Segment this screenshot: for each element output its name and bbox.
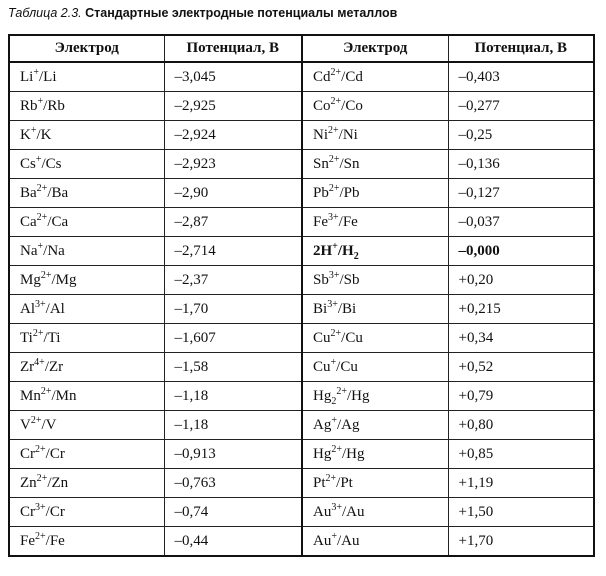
electrode-cell: $Pb^{2+}/Pb$ [302, 179, 448, 208]
metal-symbol: Zr [48, 358, 64, 375]
metal-symbol: Pt [340, 474, 353, 491]
electrode-cell: $Zn^{2+}/Zn$ [9, 469, 164, 498]
electrode-cell: Cs+/Cs [9, 150, 164, 179]
electrode-cell: Na+/Na [9, 237, 164, 266]
table-row [9, 440, 594, 469]
ion-charge: 2+ [35, 443, 46, 455]
electrode-cell: $Au^{3+}/Au$ [302, 498, 448, 527]
potential-cell: –2,90 [164, 179, 302, 208]
metal-symbol: Cr [49, 503, 65, 520]
electrode-cell: $Hg_2^{2+}/Hg$ [302, 382, 448, 411]
potential-cell: +1,50 [448, 498, 594, 527]
ion-charge: 3+ [327, 298, 338, 310]
electrode-cell: $Sn^{2+}/Sn$ [302, 150, 448, 179]
ion-symbol: Cu [313, 329, 331, 346]
ion-symbol: Fe [20, 532, 35, 549]
metal-symbol: V [45, 416, 57, 433]
electrode-cell: $Ba^{2+}/Ba$ [9, 179, 164, 208]
caption-label: Таблица 2.3. [8, 6, 82, 20]
metal-symbol: Cs [45, 155, 62, 172]
metal-symbol: Hg [346, 445, 365, 462]
ion-charge: + [30, 124, 37, 136]
ion-charge: + [35, 153, 42, 165]
ion-symbol: Zr [20, 358, 35, 375]
ion-symbol: Ba [20, 184, 37, 201]
metal-symbol: Zn [51, 474, 69, 491]
ion-symbol: V [20, 416, 31, 433]
ion-symbol: Ti [20, 329, 33, 346]
ion-charge: 2+ [36, 472, 48, 484]
table-row [9, 295, 594, 324]
potential-cell: –1,70 [164, 295, 302, 324]
potential-cell: +1,70 [448, 527, 594, 557]
ion-charge: + [37, 240, 44, 252]
ion-charge: 4+ [34, 356, 45, 368]
ion-symbol: Cr [20, 503, 35, 520]
header-electrode-right: Электрод [302, 35, 448, 62]
table-row [9, 353, 594, 382]
metal-symbol: Bi [342, 300, 357, 317]
electrode-cell: $Cu^{2+}/Cu$ [302, 324, 448, 353]
electrode-cell: $Al^{3+}/Al$ [9, 295, 164, 324]
ion-charge: 2+ [328, 182, 340, 194]
header-row [9, 35, 594, 62]
electrode-cell: $Fe^{2+}/Fe$ [9, 527, 164, 557]
ion-charge: 3+ [35, 501, 46, 513]
ion-charge: 2+ [30, 414, 42, 426]
potential-cell: +0,215 [448, 295, 594, 324]
potential-cell: –1,18 [164, 411, 302, 440]
potential-cell: –0,913 [164, 440, 302, 469]
ion-symbol: Na [20, 242, 38, 259]
ion-symbol: Hg [313, 445, 332, 462]
metal-symbol: Cu [340, 358, 358, 375]
metal-symbol: Fe [342, 213, 358, 230]
ion-symbol: Hg [313, 387, 332, 404]
table-row [9, 62, 594, 92]
ion-symbol: Mn [20, 387, 41, 404]
potential-cell: –0,763 [164, 469, 302, 498]
metal-symbol: Cd [345, 68, 363, 85]
metal-symbol: H [342, 242, 354, 259]
metal-symbol: Cr [49, 445, 65, 462]
metal-symbol: Co [345, 97, 363, 114]
ion-charge: 2+ [328, 124, 339, 136]
potential-cell: –2,714 [164, 237, 302, 266]
electrode-cell: Au+/Au [302, 527, 448, 557]
potentials-table [8, 34, 595, 557]
metal-symbol: Al [49, 300, 65, 317]
ion-charge: + [37, 95, 44, 107]
potential-cell: –0,000 [448, 237, 594, 266]
potential-cell: +0,52 [448, 353, 594, 382]
metal-symbol: Ag [341, 416, 360, 433]
ion-charge: 2+ [331, 443, 342, 455]
electrode-cell: Rb+/Rb [9, 92, 164, 121]
ion-charge: 2+ [40, 385, 52, 397]
ion-charge: 2+ [35, 530, 46, 542]
electrode-cell: $Cr^{2+}/Cr$ [9, 440, 164, 469]
electrode-cell: Li+/Li [9, 62, 164, 92]
ion-symbol: Co [313, 97, 331, 114]
ion-symbol: Cd [313, 68, 331, 85]
potential-cell: –2,37 [164, 266, 302, 295]
metal-symbol: K [40, 126, 52, 143]
metal-symbol: Ca [51, 213, 69, 230]
table-row [9, 527, 594, 557]
electrode-cell: $Pt^{2+}/Pt$ [302, 469, 448, 498]
metal-symbol: Mg [55, 271, 77, 288]
ion-charge: + [332, 240, 338, 252]
header-potential-right: Потенциал, В [448, 35, 594, 62]
potential-cell: –2,924 [164, 121, 302, 150]
ion-charge: 2+ [328, 153, 340, 165]
metal-symbol: Cu [345, 329, 363, 346]
ion-charge: 3+ [328, 269, 340, 281]
potential-cell: –2,87 [164, 208, 302, 237]
ion-charge: 2+ [330, 327, 342, 339]
electrode-cell: $V^{2+}/V$ [9, 411, 164, 440]
table-row [9, 179, 594, 208]
metal-symbol: Ti [47, 329, 61, 346]
metal-symbol: Hg [351, 387, 370, 404]
potential-cell: –0,74 [164, 498, 302, 527]
potential-cell: –0,037 [448, 208, 594, 237]
electrode-cell: $Ti^{2+}/Ti$ [9, 324, 164, 353]
potential-cell: –3,045 [164, 62, 302, 92]
ion-symbol: Ca [20, 213, 37, 230]
metal-symbol: Li [43, 68, 57, 85]
electrode-cell: $Ca^{2+}/Ca$ [9, 208, 164, 237]
electrode-cell: $Sb^{3+}/Sb$ [302, 266, 448, 295]
electrode-cell: $Mg^{2+}/Mg$ [9, 266, 164, 295]
ion-symbol: Ni [313, 126, 328, 143]
header-potential-left: Потенциал, В [164, 35, 302, 62]
ion-symbol: Al [20, 300, 35, 317]
ion-charge: 3+ [328, 211, 339, 223]
ion-symbol: Au [313, 532, 332, 549]
electrode-cell: K+/K [9, 121, 164, 150]
metal-symbol: Sb [343, 271, 360, 288]
metal-symbol: Ni [342, 126, 358, 143]
potential-cell: +0,80 [448, 411, 594, 440]
metal-symbol: Pb [343, 184, 360, 201]
potential-cell: +0,34 [448, 324, 594, 353]
ion-charge: 3+ [331, 501, 342, 513]
ion-charge: 2+ [32, 327, 44, 339]
potential-cell: +1,19 [448, 469, 594, 498]
metal-symbol: Au [346, 503, 365, 520]
potential-cell: –0,136 [448, 150, 594, 179]
ion-charge: 2+ [330, 95, 342, 107]
ion-symbol: Ag [313, 416, 332, 433]
ion-charge: 2+ [36, 211, 48, 223]
table-row [9, 92, 594, 121]
ion-charge: + [331, 530, 337, 542]
ion-symbol: Bi [313, 300, 328, 317]
ion-symbol: Mg [20, 271, 41, 288]
electrode-cell: Cu+/Cu [302, 353, 448, 382]
electrode-cell: Ag+/Ag [302, 411, 448, 440]
table-row [9, 266, 594, 295]
electrode-cell: $Bi^{3+}/Bi$ [302, 295, 448, 324]
caption-title: Стандартные электродные потенциалы металлов [85, 6, 398, 20]
metal-symbol: Sn [343, 155, 360, 172]
table-row [9, 411, 594, 440]
potential-cell: –1,607 [164, 324, 302, 353]
potential-cell: –1,18 [164, 382, 302, 411]
potential-cell: +0,20 [448, 266, 594, 295]
ion-symbol: Cu [313, 358, 331, 375]
table-body [9, 62, 594, 556]
metal-symbol: Na [47, 242, 65, 259]
table-caption [8, 6, 397, 20]
table-row [9, 469, 594, 498]
potential-cell: –2,923 [164, 150, 302, 179]
metal-symbol: Rb [47, 97, 65, 114]
table-row [9, 382, 594, 411]
electrode-cell: $Cr^{3+}/Cr$ [9, 498, 164, 527]
ion-symbol: Cs [20, 155, 36, 172]
potential-cell: –0,127 [448, 179, 594, 208]
ion-charge: 2+ [36, 182, 48, 194]
table-row [9, 237, 594, 266]
metal-symbol: Ba [51, 184, 69, 201]
electrode-cell: $Co^{2+}/Co$ [302, 92, 448, 121]
ion-symbol: K [20, 126, 31, 143]
metal-subscript: 2 [353, 250, 359, 262]
potential-cell: –2,925 [164, 92, 302, 121]
ion-charge: 2+ [330, 66, 342, 78]
ion-symbol: Li [20, 68, 34, 85]
ion-symbol: Pt [313, 474, 326, 491]
ion-symbol: Rb [20, 97, 38, 114]
ion-symbol: Pb [313, 184, 329, 201]
potential-cell: –0,25 [448, 121, 594, 150]
ion-symbol: Cr [20, 445, 35, 462]
electrode-cell: $Zr^{4+}/Zr$ [9, 353, 164, 382]
metal-symbol: Mn [55, 387, 77, 404]
ion-subscript: 2 [331, 395, 337, 407]
ion-symbol: Fe [313, 213, 328, 230]
ion-charge: + [331, 414, 337, 426]
electrode-cell: $Fe^{3+}/Fe$ [302, 208, 448, 237]
ion-charge: 2+ [325, 472, 337, 484]
ion-symbol: Sn [313, 155, 329, 172]
electrode-cell: $2H^+/H_2$ [302, 237, 448, 266]
ion-symbol: Zn [20, 474, 37, 491]
table-row [9, 150, 594, 179]
electrode-cell: $Ni^{2+}/Ni$ [302, 121, 448, 150]
electrode-cell: $Hg^{2+}/Hg$ [302, 440, 448, 469]
potential-cell: –0,44 [164, 527, 302, 557]
potential-cell: +0,79 [448, 382, 594, 411]
potential-cell: –0,403 [448, 62, 594, 92]
table-row [9, 208, 594, 237]
potential-cell: +0,85 [448, 440, 594, 469]
header-electrode-left: Электрод [9, 35, 164, 62]
ion-symbol: 2H [313, 242, 333, 259]
table-row [9, 324, 594, 353]
ion-symbol: Au [313, 503, 332, 520]
table-row [9, 498, 594, 527]
ion-charge: + [33, 66, 39, 78]
ion-symbol: Sb [313, 271, 329, 288]
ion-charge: 3+ [35, 298, 46, 310]
electrode-cell: $Mn^{2+}/Mn$ [9, 382, 164, 411]
metal-symbol: Fe [49, 532, 65, 549]
potential-cell: –1,58 [164, 353, 302, 382]
table-row [9, 121, 594, 150]
metal-symbol: Au [341, 532, 360, 549]
ion-charge: 2+ [40, 269, 52, 281]
ion-charge: 2+ [336, 385, 347, 397]
ion-charge: + [330, 356, 337, 368]
potential-cell: –0,277 [448, 92, 594, 121]
electrode-cell: $Cd^{2+}/Cd$ [302, 62, 448, 92]
